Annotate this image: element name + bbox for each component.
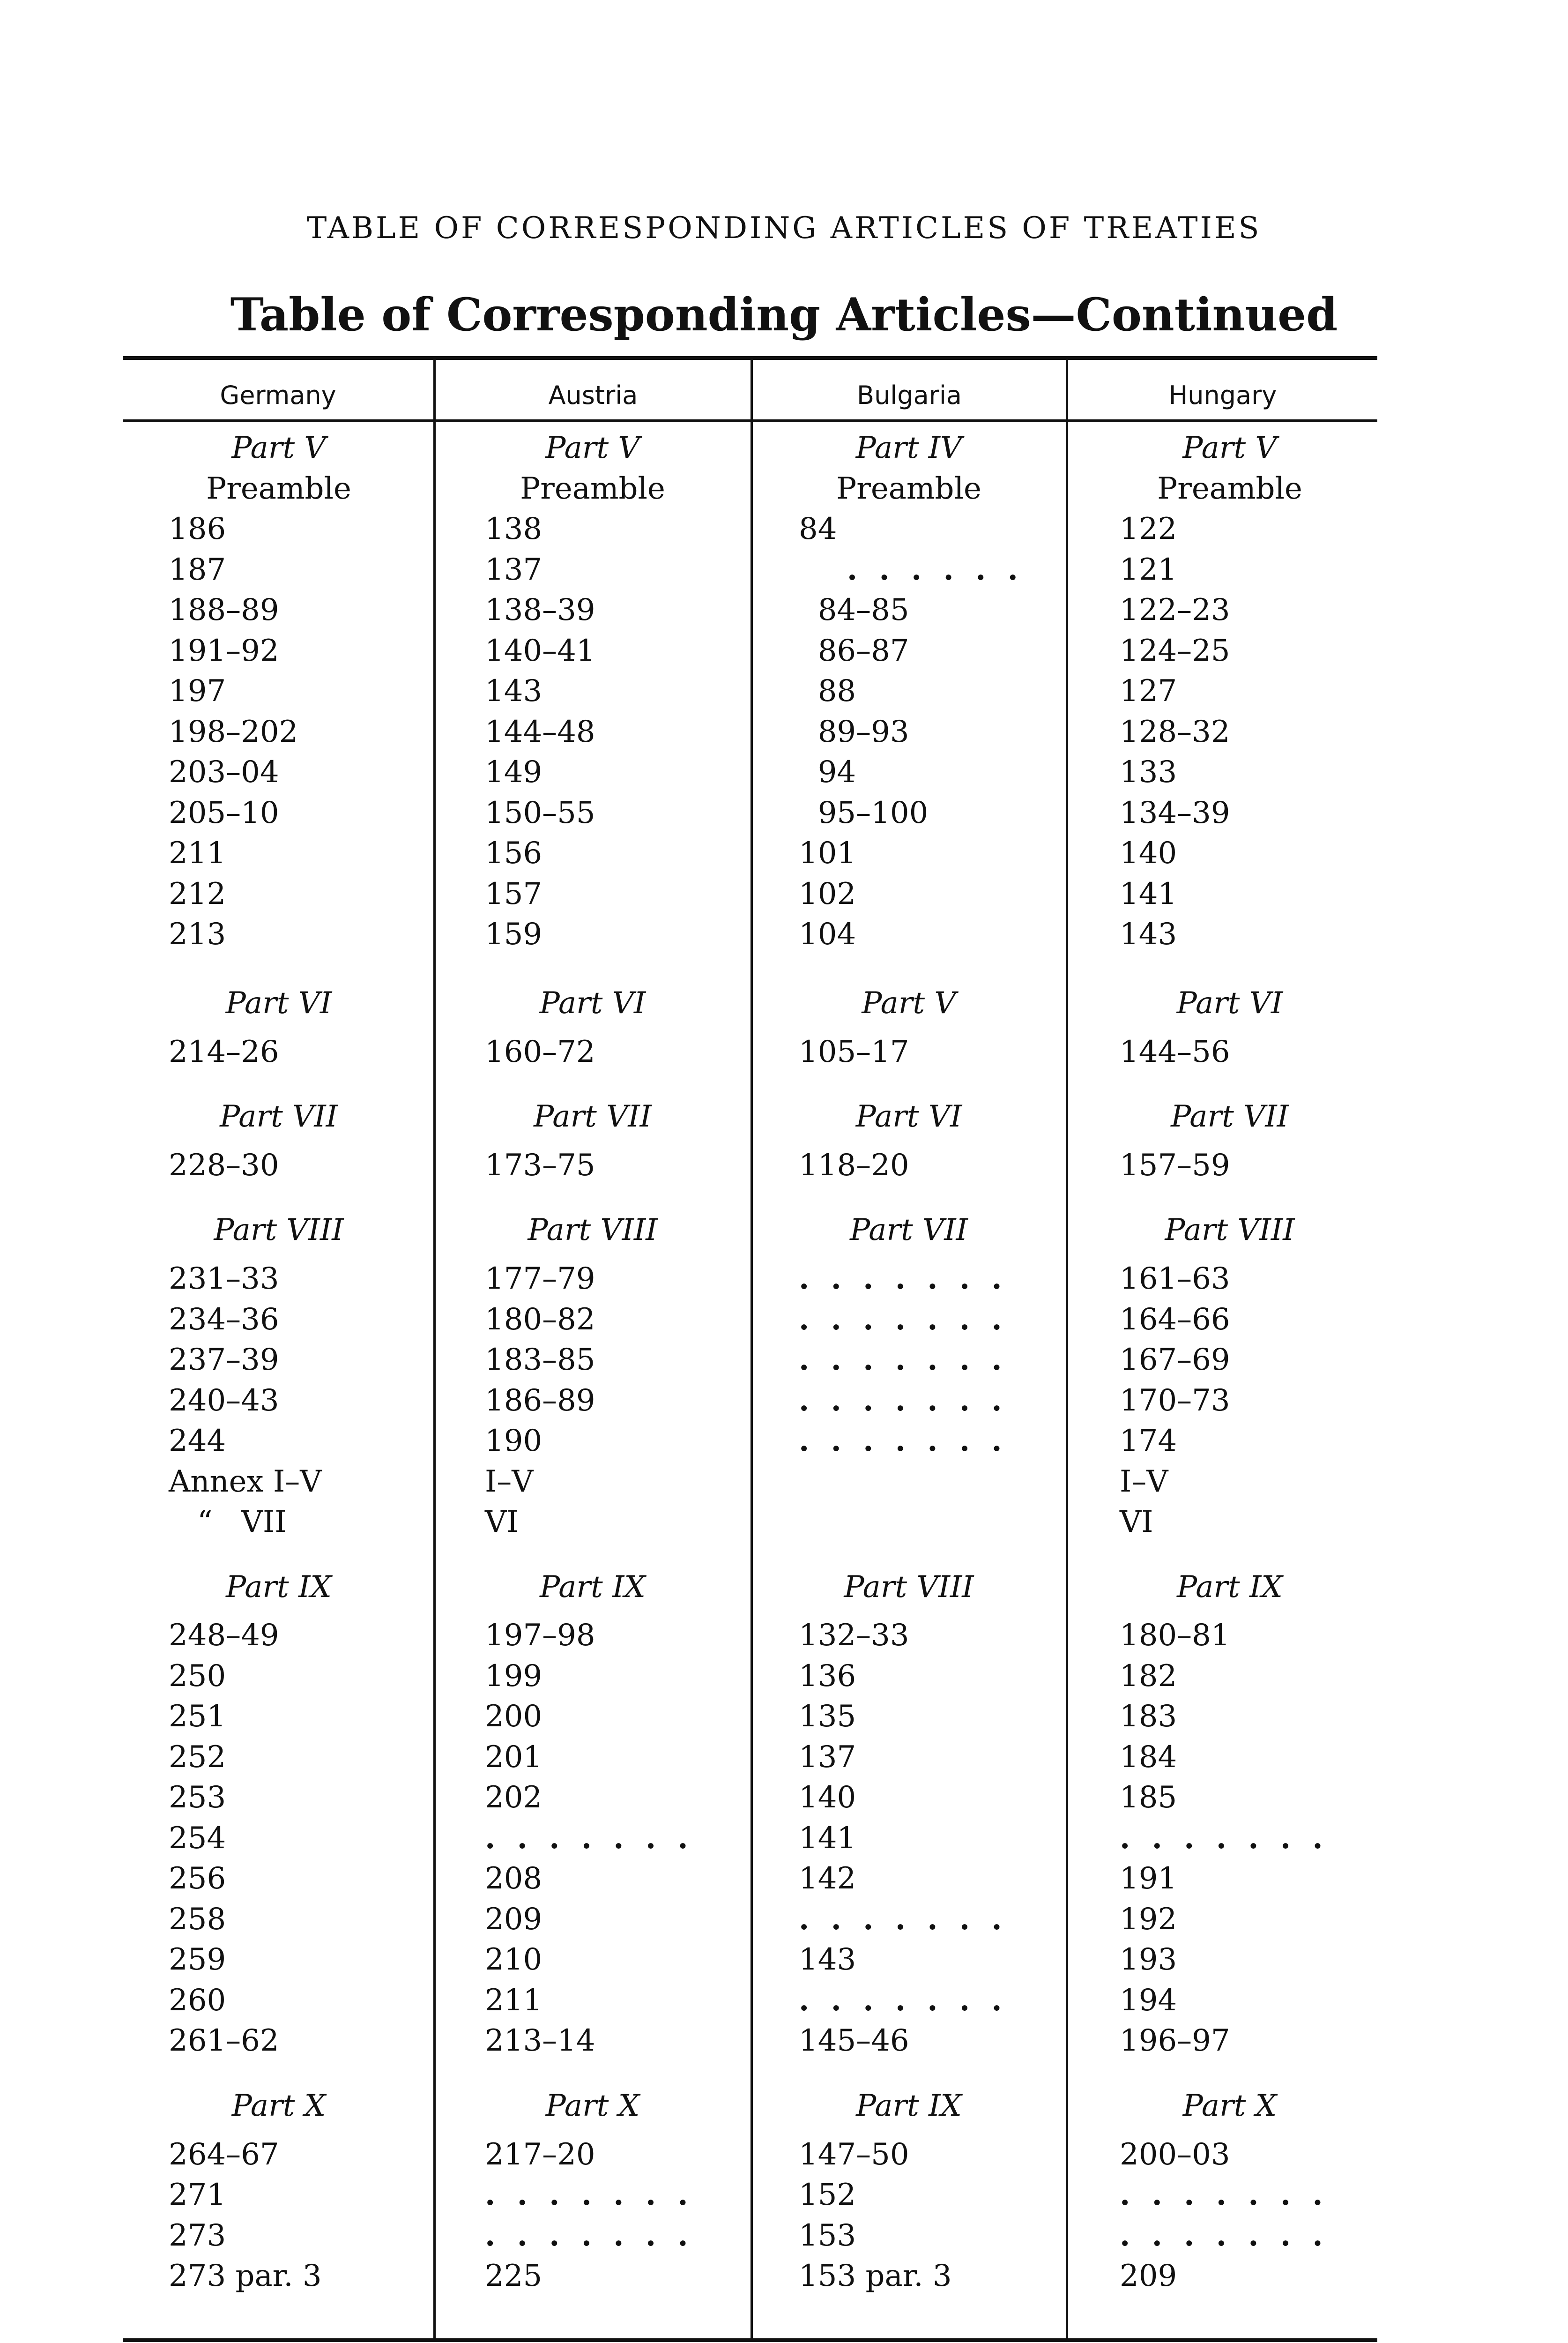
- part-heading: Part VIII: [214, 1213, 344, 1247]
- article-cell: 105–17: [799, 1035, 909, 1069]
- article-cell: 84: [799, 512, 837, 546]
- article-cell: 177–79: [485, 1261, 595, 1296]
- article-cell: “ VII: [169, 1505, 287, 1539]
- part-heading: Part VIII: [1165, 1213, 1295, 1247]
- article-cell: 140: [1120, 836, 1177, 871]
- ellipsis-cell: . . . . . . .: [485, 2177, 694, 2212]
- part-heading: Part X: [545, 2089, 640, 2123]
- article-cell: 186–89: [485, 1383, 595, 1418]
- ellipsis-cell: . . . . . . .: [799, 1423, 1008, 1458]
- article-cell: VI: [485, 1505, 519, 1539]
- article-cell: 122: [1120, 512, 1177, 546]
- part-heading: Part VI: [1176, 986, 1283, 1021]
- article-cell: 149: [485, 755, 542, 790]
- preamble-cell: Preamble: [1157, 471, 1302, 506]
- article-cell: 248–49: [169, 1618, 279, 1653]
- article-cell: 253: [169, 1780, 226, 1815]
- part-heading: Part VIII: [844, 1570, 974, 1604]
- part-heading: Part IX: [226, 1570, 332, 1604]
- article-cell: 84–85: [799, 593, 909, 627]
- article-cell: 228–30: [169, 1148, 279, 1183]
- article-cell: 211: [169, 836, 226, 871]
- preamble-cell: Preamble: [520, 471, 665, 506]
- column-divider: [751, 360, 753, 2338]
- article-cell: 140: [799, 1780, 856, 1815]
- article-cell: 212: [169, 877, 226, 911]
- preamble-cell: Preamble: [836, 471, 981, 506]
- table-bottom-rule: [123, 2338, 1377, 2342]
- article-cell: 231–33: [169, 1261, 279, 1296]
- article-cell: 156: [485, 836, 542, 871]
- article-cell: 252: [169, 1740, 226, 1775]
- article-cell: 104: [799, 917, 856, 952]
- article-cell: 258: [169, 1902, 226, 1937]
- ellipsis-cell: . . . . . . .: [799, 1261, 1008, 1296]
- article-cell: 174: [1120, 1424, 1177, 1458]
- part-heading: Part VII: [534, 1099, 652, 1134]
- article-cell: 191–92: [169, 634, 279, 668]
- article-cell: Annex I–V: [169, 1464, 322, 1499]
- article-cell: 217–20: [485, 2137, 595, 2172]
- article-cell: 188–89: [169, 593, 279, 627]
- article-cell: 210: [485, 1942, 542, 1977]
- article-cell: 160–72: [485, 1035, 595, 1069]
- article-cell: 137: [799, 1740, 856, 1775]
- part-heading: Part V: [231, 431, 326, 465]
- part-heading: Part VII: [1171, 1099, 1289, 1134]
- article-cell: 256: [169, 1861, 226, 1896]
- article-cell: I–V: [1120, 1464, 1168, 1499]
- article-cell: 159: [485, 917, 542, 952]
- part-heading: Part IX: [856, 2089, 962, 2123]
- article-cell: 209: [1120, 2259, 1177, 2293]
- part-heading: Part V: [1182, 431, 1277, 465]
- article-cell: 183: [1120, 1699, 1177, 1734]
- part-heading: Part IX: [1177, 1570, 1283, 1604]
- article-cell: 122–23: [1120, 593, 1230, 627]
- article-cell: 209: [485, 1902, 542, 1937]
- article-cell: 186: [169, 512, 226, 546]
- part-heading: Part VI: [225, 986, 332, 1021]
- article-cell: 254: [169, 1821, 226, 1856]
- part-heading: Part VI: [539, 986, 646, 1021]
- article-cell: 194: [1120, 1983, 1177, 2018]
- article-cell: 198–202: [169, 715, 298, 749]
- ellipsis-cell: . . . . . . .: [1120, 2177, 1329, 2212]
- article-cell: 132–33: [799, 1618, 909, 1653]
- article-cell: 183–85: [485, 1343, 595, 1377]
- article-cell: 173–75: [485, 1148, 595, 1183]
- article-cell: 192: [1120, 1902, 1177, 1937]
- article-cell: 143: [485, 674, 542, 709]
- column-header-bulgaria: Bulgaria: [857, 381, 962, 410]
- article-cell: 205–10: [169, 796, 279, 830]
- article-cell: 147–50: [799, 2137, 909, 2172]
- column-header-austria: Austria: [548, 381, 638, 410]
- article-cell: 240–43: [169, 1383, 279, 1418]
- article-cell: 121: [1120, 552, 1177, 587]
- article-cell: 185: [1120, 1780, 1177, 1815]
- article-cell: 170–73: [1120, 1383, 1230, 1418]
- article-cell: 197: [169, 674, 226, 709]
- article-cell: 259: [169, 1942, 226, 1977]
- article-cell: 180–82: [485, 1302, 595, 1337]
- article-cell: 251: [169, 1699, 226, 1734]
- article-cell: 157–59: [1120, 1148, 1230, 1183]
- table-top-rule: [123, 356, 1377, 360]
- part-heading: Part X: [1182, 2089, 1277, 2123]
- article-cell: 144–48: [485, 715, 595, 749]
- article-cell: 202: [485, 1780, 542, 1815]
- article-cell: 86–87: [799, 634, 909, 668]
- ellipsis-cell: . . . . . . .: [799, 1983, 1008, 2018]
- ellipsis-cell: . . . . . .: [799, 552, 1024, 587]
- article-cell: 143: [1120, 917, 1177, 952]
- column-divider: [433, 360, 436, 2338]
- part-heading: Part VIII: [528, 1213, 658, 1247]
- article-cell: 200: [485, 1699, 542, 1734]
- article-cell: 273 par. 3: [169, 2259, 322, 2293]
- article-cell: 101: [799, 836, 856, 871]
- article-cell: 94: [799, 755, 856, 790]
- article-cell: 214–26: [169, 1035, 279, 1069]
- article-cell: 200–03: [1120, 2137, 1230, 2172]
- article-cell: 157: [485, 877, 542, 911]
- article-cell: 141: [799, 1821, 856, 1856]
- article-cell: 261–62: [169, 2023, 279, 2058]
- article-cell: 203–04: [169, 755, 279, 790]
- article-cell: 143: [799, 1942, 856, 1977]
- article-cell: 237–39: [169, 1343, 279, 1377]
- article-cell: 138–39: [485, 593, 595, 627]
- part-heading: Part VI: [855, 1099, 962, 1134]
- article-cell: 136: [799, 1659, 856, 1694]
- article-cell: 161–63: [1120, 1261, 1230, 1296]
- article-cell: 190: [485, 1424, 542, 1458]
- ellipsis-cell: . . . . . . .: [1120, 1821, 1329, 1856]
- article-cell: 191: [1120, 1861, 1177, 1896]
- article-cell: I–V: [485, 1464, 534, 1499]
- article-cell: 244: [169, 1424, 226, 1458]
- ellipsis-cell: . . . . . . .: [1120, 2218, 1329, 2253]
- article-cell: 225: [485, 2259, 542, 2293]
- article-cell: 167–69: [1120, 1343, 1230, 1377]
- preamble-cell: Preamble: [206, 471, 351, 506]
- article-cell: 128–32: [1120, 715, 1230, 749]
- article-cell: 211: [485, 1983, 542, 2018]
- article-cell: 127: [1120, 674, 1177, 709]
- ellipsis-cell: . . . . . . .: [485, 1821, 694, 1856]
- article-cell: 271: [169, 2178, 226, 2212]
- article-cell: 95–100: [799, 796, 929, 830]
- article-cell: 133: [1120, 755, 1177, 790]
- article-cell: 141: [1120, 877, 1177, 911]
- article-cell: 145–46: [799, 2023, 909, 2058]
- article-cell: 138: [485, 512, 542, 546]
- ellipsis-cell: . . . . . . .: [799, 1342, 1008, 1377]
- article-cell: 144–56: [1120, 1035, 1230, 1069]
- ellipsis-cell: . . . . . . .: [485, 2218, 694, 2253]
- article-cell: 260: [169, 1983, 226, 2018]
- article-cell: 150–55: [485, 796, 595, 830]
- article-cell: 118–20: [799, 1148, 909, 1183]
- article-cell: 124–25: [1120, 634, 1230, 668]
- article-cell: 196–97: [1120, 2023, 1230, 2058]
- table-title: Table of Corresponding Articles—Continued: [230, 288, 1338, 341]
- article-cell: 234–36: [169, 1302, 279, 1337]
- ellipsis-cell: . . . . . . .: [799, 1302, 1008, 1337]
- article-cell: 89–93: [799, 715, 909, 749]
- ellipsis-cell: . . . . . . .: [799, 1383, 1008, 1418]
- column-divider: [1066, 360, 1068, 2338]
- article-cell: 264–67: [169, 2137, 279, 2172]
- article-cell: 201: [485, 1740, 542, 1775]
- article-cell: 88: [799, 674, 856, 709]
- part-heading: Part IV: [855, 431, 962, 465]
- article-cell: 273: [169, 2218, 226, 2253]
- header-rule: [123, 419, 1377, 422]
- part-heading: Part VII: [850, 1213, 968, 1247]
- article-cell: 199: [485, 1659, 542, 1694]
- part-heading: Part VII: [220, 1099, 338, 1134]
- part-heading: Part V: [862, 986, 956, 1021]
- column-header-germany: Germany: [220, 381, 336, 410]
- article-cell: 182: [1120, 1659, 1177, 1694]
- running-head: TABLE OF CORRESPONDING ARTICLES OF TREATIES: [306, 211, 1262, 246]
- article-cell: 137: [485, 552, 542, 587]
- article-cell: 153: [799, 2218, 856, 2253]
- article-cell: 208: [485, 1861, 542, 1896]
- article-cell: 152: [799, 2178, 856, 2212]
- article-cell: 180–81: [1120, 1618, 1230, 1653]
- article-cell: 250: [169, 1659, 226, 1694]
- article-cell: 153 par. 3: [799, 2259, 952, 2293]
- article-cell: 102: [799, 877, 856, 911]
- article-cell: 164–66: [1120, 1302, 1230, 1337]
- part-heading: Part V: [545, 431, 640, 465]
- article-cell: 187: [169, 552, 226, 587]
- article-cell: 193: [1120, 1942, 1177, 1977]
- article-cell: 213–14: [485, 2023, 595, 2058]
- article-cell: 135: [799, 1699, 856, 1734]
- article-cell: 134–39: [1120, 796, 1230, 830]
- article-cell: 213: [169, 917, 226, 952]
- part-heading: Part IX: [540, 1570, 646, 1604]
- article-cell: 140–41: [485, 634, 595, 668]
- article-cell: 184: [1120, 1740, 1177, 1775]
- article-cell: 197–98: [485, 1618, 595, 1653]
- column-header-hungary: Hungary: [1168, 381, 1277, 410]
- article-cell: 142: [799, 1861, 856, 1896]
- part-heading: Part X: [231, 2089, 326, 2123]
- ellipsis-cell: . . . . . . .: [799, 1902, 1008, 1937]
- article-cell: VI: [1120, 1505, 1153, 1539]
